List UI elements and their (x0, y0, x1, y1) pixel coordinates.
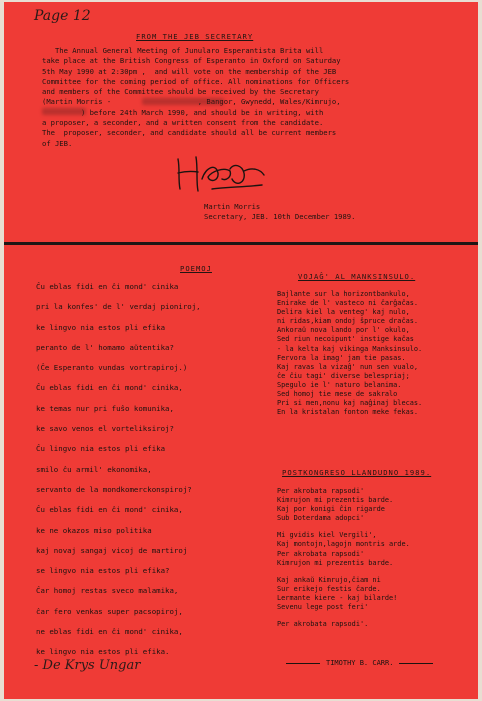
llandudno-poem-title: POSTKONGRESO LLANDUDNO 1989. (282, 468, 432, 477)
poem-line: smilo ĉu armil' ekonomika, (36, 464, 152, 474)
poem-line: Per akrobata rapsodi' (277, 549, 365, 558)
stanza-gap (277, 612, 410, 620)
poem-line: servanto de la mondkomerckonspiroj? (36, 484, 192, 494)
poem-line: Ĉu lingvo nia estos pli efika (36, 444, 166, 454)
poem-line: ke ne okazos miso politika (36, 525, 152, 535)
poem-line: Enirake de l' vasteco ni ĉarĝaĉas. (277, 299, 419, 308)
poem-line: Per akrobata rapsodi'. (277, 620, 369, 629)
dash-rule (399, 663, 433, 664)
notice-line: and members of the Committee should be received by the Secretary (42, 87, 319, 97)
poem-line: Kaj por konigi ĉin rigarde (277, 505, 385, 514)
poem-line: Kaj ankaŭ Kimrujo,ĉiam ni (277, 575, 381, 584)
manx-poem-title: VOJAĜ' AL MANKSINSULO. (298, 272, 416, 281)
poem-line: Sur erikejo festis ĉarde. (277, 584, 381, 593)
poem-line: Kaj montojn,lagojn montris arde. (277, 540, 410, 549)
section-divider (4, 242, 478, 245)
left-poem (36, 282, 201, 668)
poem-line: (Ĉe Esperanto vundas vortrapiroj.) (36, 363, 188, 373)
poem-line: Spegulo ie l' naturo belanima. (277, 380, 402, 389)
poem-line: ne eblas fidi en ĉi mond' cinika, (36, 627, 183, 637)
poem-line: Ĉu eblas fidi en ĉi mond' cinika, (36, 505, 183, 515)
poem-line: Ĉu eblas fidi en ĉi mond' cinika, (36, 383, 183, 393)
signature-title: Secretary, JEB. 10th December 1989. (204, 212, 356, 222)
signature-block (204, 202, 355, 223)
secretary-heading: FROM THE JEB SECRETARY (136, 32, 254, 41)
poem-line: ke temas nur pri fuŝo komunika, (36, 403, 174, 413)
signature-name: Martin Morris (204, 202, 261, 211)
poem-line: Fervora la imag' jam tie pasas. (277, 353, 406, 362)
poem-line: Kimrujon mi prezentis barde. (277, 496, 394, 505)
poem-line: kaj novaj sangaj vicoj de martiroj (36, 545, 188, 555)
poem-line: Sed homoj tie mese de sakralo (277, 390, 398, 399)
page-number-label: Page 12 (34, 8, 91, 24)
notice-line: of JEB. (42, 138, 73, 148)
poem-line: Mi gvidis kiel Vergili', (277, 531, 377, 540)
poem-line: Sevenu lege post feri' (277, 603, 369, 612)
poem-line: Kimrujon mi prezentis barde. (277, 558, 394, 567)
poem-line: Ĉar homoj restas sveco malamika, (36, 586, 179, 596)
author-name: TIMOTHY B. CARR. (326, 659, 394, 667)
poems-heading: POEMOJ (180, 264, 212, 273)
poem-line: Pri si men,nonu kaj naĝinaj blecas. (277, 399, 423, 408)
stanza-gap (277, 568, 410, 576)
poem-line: se lingvo nia estos pli efika? (36, 566, 170, 576)
poem-line: pri la konfes' de l' verdaj pioniroj, (36, 302, 201, 312)
poem-line: ĉar fero venkas super pacsopiroj, (36, 606, 183, 616)
notice-line: Committee for the coming period of office. All nominations for Officers (42, 76, 350, 86)
notice-line: The Annual General Meeting of Junularo Esperantista Brita will (42, 46, 324, 55)
llandudno-author (286, 659, 433, 667)
poem-line: Per akrobata rapsodi' (277, 487, 365, 495)
poem-line: Lermante kiere - kaj bilarde! (277, 593, 398, 602)
llandudno-poem (277, 487, 410, 629)
poem-line: Ĉu eblas fidi en ĉi mond' cinika (36, 282, 179, 291)
newsletter-page (4, 2, 478, 699)
poem-line: peranto de l' homamo aŭtentika? (36, 342, 174, 352)
redacted-phone (42, 108, 86, 115)
poem-line: ĉe ĉiu tagi' diverse belespriaj; (277, 371, 410, 380)
notice-line: The proposer, seconder, and candidate should all be current members (42, 128, 337, 138)
poem-line: En la kristalan fonton meke fekas. (277, 408, 419, 417)
poem-line: Sed riun necoipunt' instige kaĉas (277, 335, 414, 344)
poem-line: Bajlante sur la horizontbankulo, (277, 290, 410, 298)
handwritten-author: - De Krys Ungar (34, 658, 141, 673)
poem-line: ke lingvo nia estos pli efika (36, 322, 166, 332)
redacted-address (142, 98, 224, 105)
notice-line: ) before 24th March 1990, and should be in writing, with (42, 107, 324, 117)
stanza-gap (277, 523, 410, 531)
notice-line: take place at the British Congress of Esperanto in Oxford on Saturday (42, 56, 341, 66)
poem-line: ke savo venos el vorteliksiroj? (36, 424, 174, 434)
dash-rule (286, 663, 320, 664)
poem-line: ke lingvo nia estos pli efika. (36, 647, 170, 657)
manx-poem (277, 290, 422, 417)
handwritten-signature (172, 149, 272, 197)
poem-line: Delira kiel la venteg' kaj nulo, (277, 308, 410, 317)
poem-line: Sub Doterdama adopci' (277, 514, 365, 523)
notice-line: 5th May 1990 at 2:30pm , and will vote on the membership of the JEB (42, 66, 337, 76)
poem-line: Kaj ravas la vizaĝ' nun sen vualo, (277, 362, 419, 371)
poem-line: Ankoraŭ nova lando por l' okulo, (277, 326, 410, 335)
poem-line: ni ridas,kiam ondoj ŝpruce draĉas. (277, 317, 419, 326)
notice-line: a proposer, a seconder, and a written consent from the candidate. (42, 118, 324, 128)
notice-line: (Martin Morris - , Bangor, Gwynedd, Wales/Kimrujo, (42, 97, 341, 107)
poem-line: - la kelta kaj vikinga Manksinsulo. (277, 344, 423, 353)
